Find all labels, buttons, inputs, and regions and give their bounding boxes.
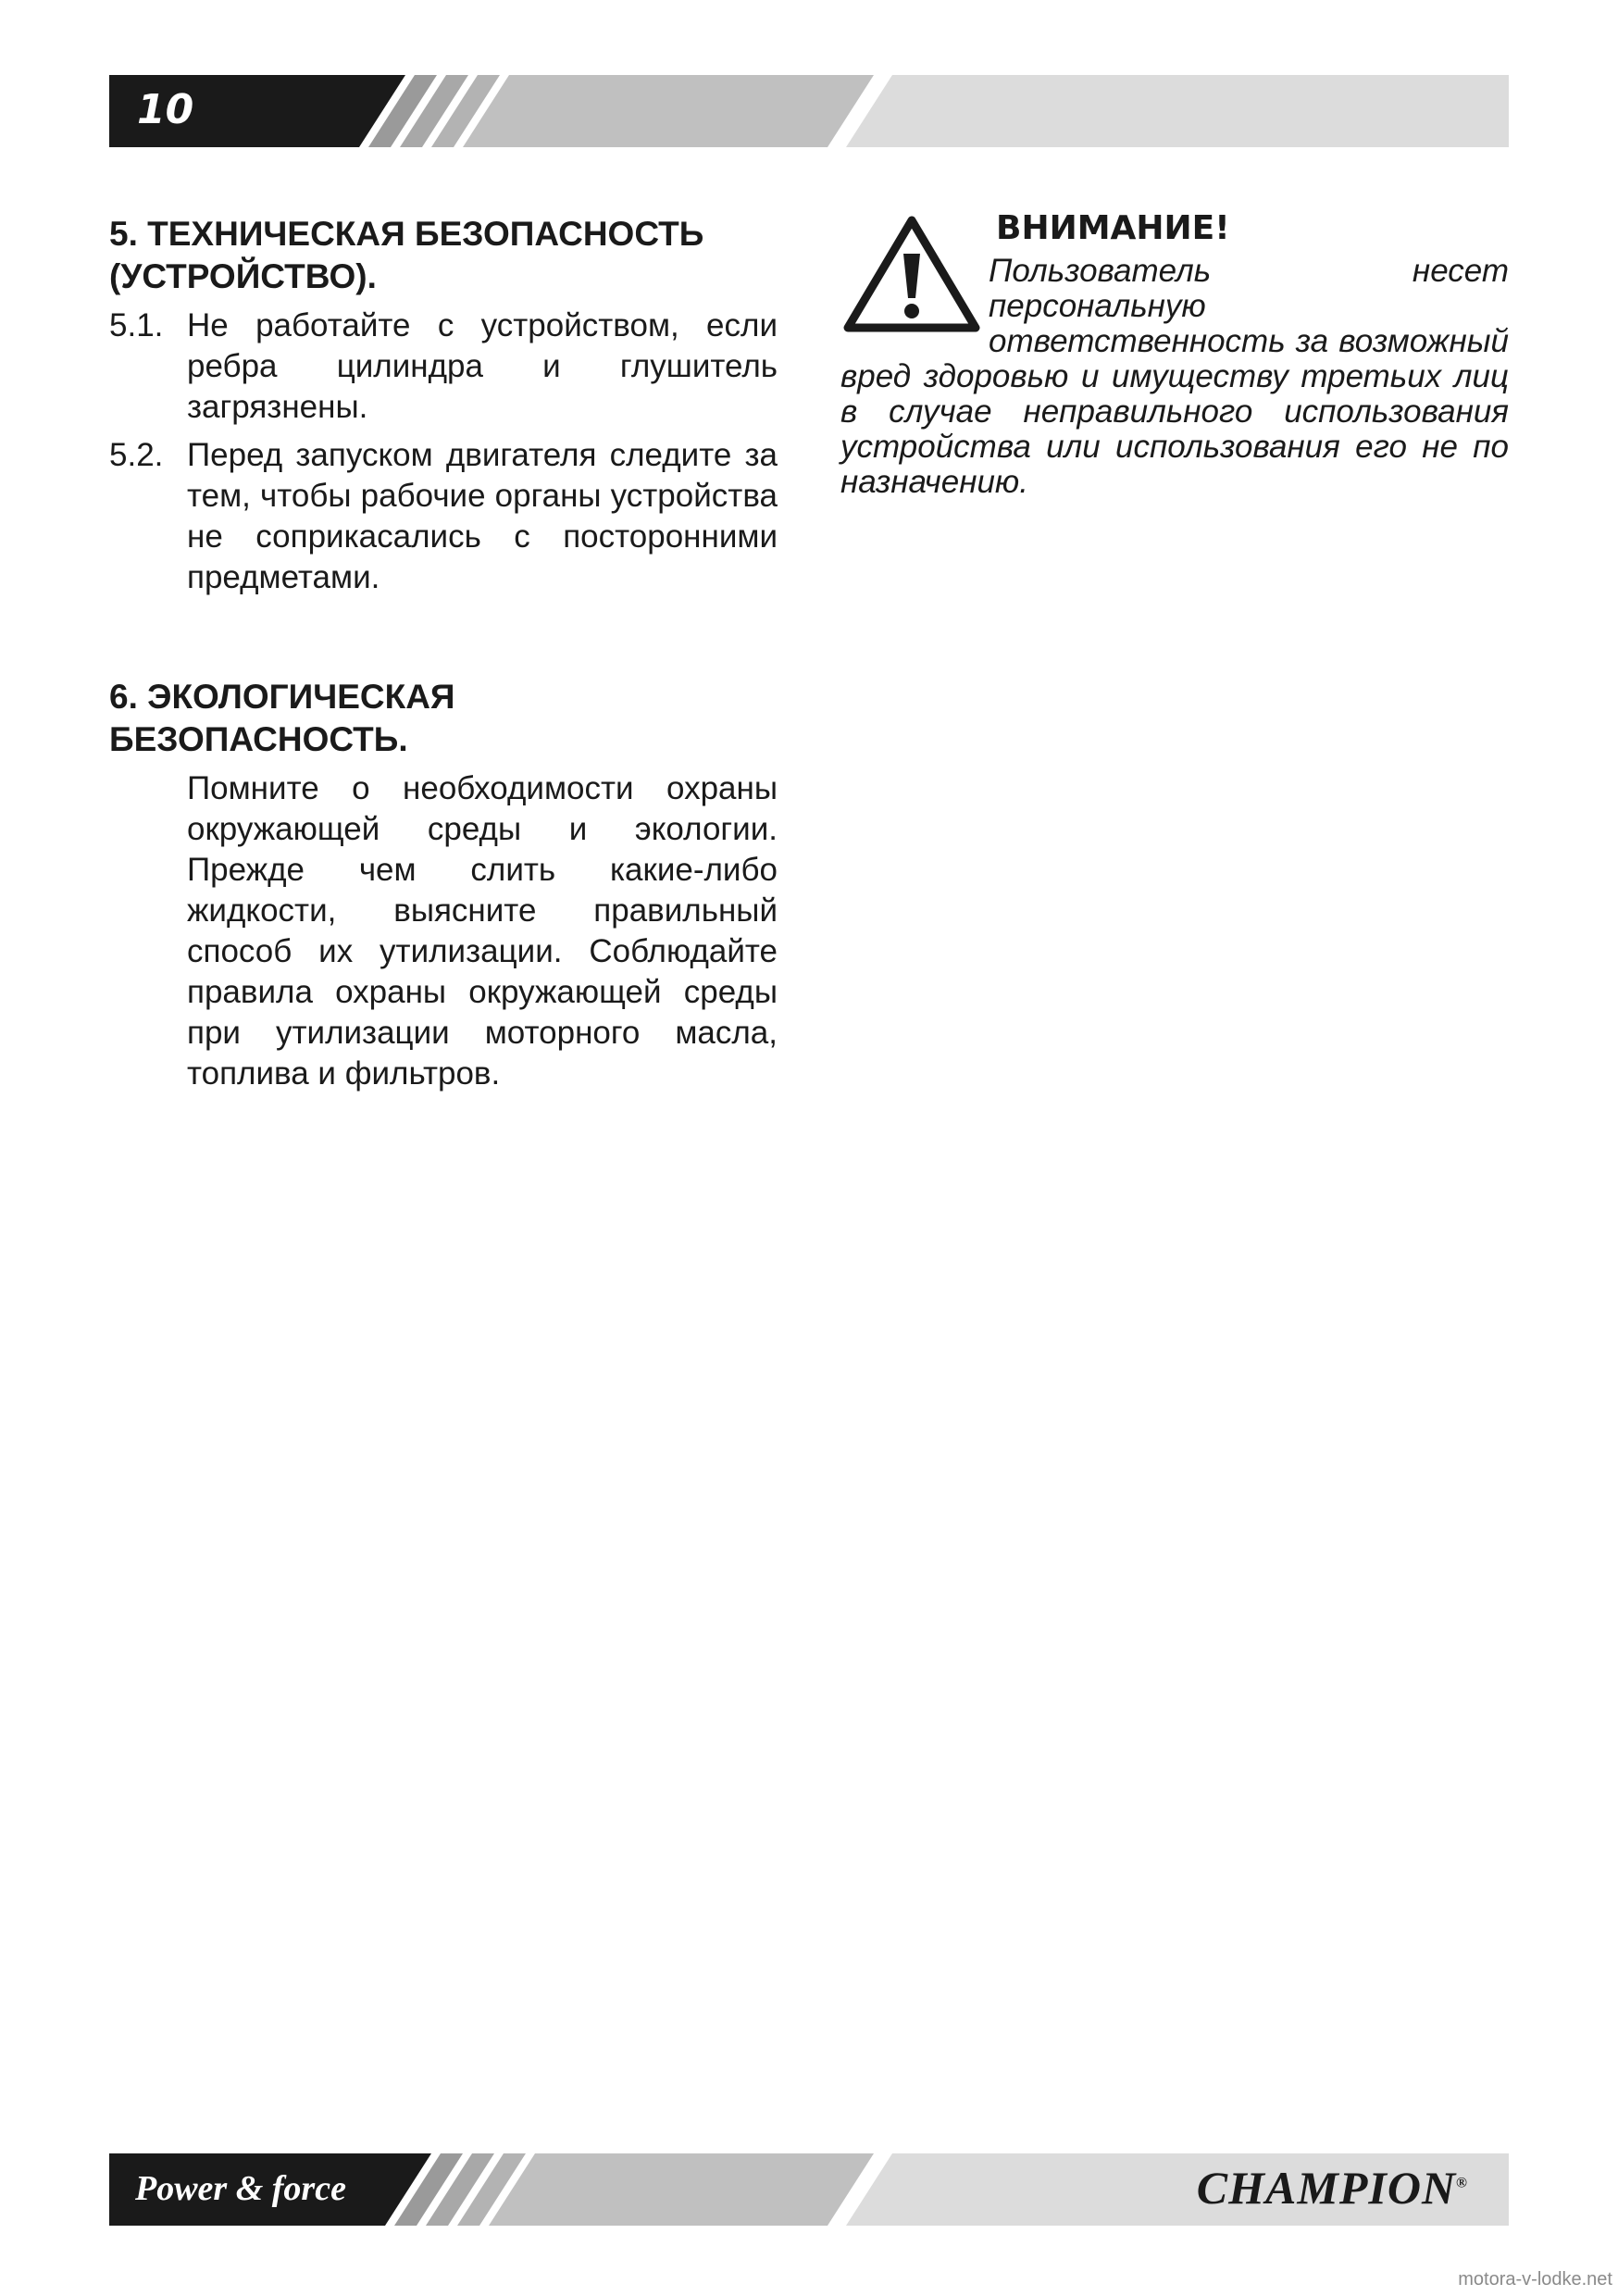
watermark: motora-v-lodke.net (1458, 2269, 1612, 2290)
list-item-text: Перед запуском двигателя следите за тем, чтобы рабочие органы устройства не соприкасались с посторонними предметами. (187, 437, 778, 595)
left-column (109, 213, 778, 1094)
page-footer-band (109, 2153, 1509, 2226)
page-header-band (109, 75, 1509, 147)
brand-slogan: Power & force (135, 2169, 346, 2208)
warning-text: Пользователь несет персональную ответственность за возможный вред здоровью и имуществу третьих лиц в случае неправильного использования устройства или использования его не по назначению. (840, 253, 1509, 500)
list-item (109, 306, 778, 428)
registered-mark: ® (1456, 2175, 1468, 2191)
warning-text-block (840, 254, 1509, 500)
champion-logo (1197, 2161, 1468, 2215)
list-item-number: 5.2. (109, 437, 164, 473)
logo-text: CHAMPION (1196, 2162, 1457, 2214)
section-5-title: 5. ТЕХНИЧЕСКАЯ БЕЗОПАСНОСТЬ (УСТРОЙСТВО). (109, 215, 704, 295)
list-item (109, 435, 778, 598)
section-6-text: Помните о необходимости охраны окружающей среды и экологии. Прежде чем слить какие-либо жидкости, выясните правильный способ их утилизации. Соблюдайте правила охраны окружающей среды при утилизации моторного масла, топлива и фильтров. (187, 770, 778, 1092)
list-item-text: Не работайте с устройством, если ребра цилиндра и глушитель загрязнены. (187, 307, 778, 425)
warning-title: ВНИМАНИЕ! (996, 209, 1230, 247)
section-6-title-line-2: БЕЗОПАСНОСТЬ. (109, 720, 408, 758)
page-number: 10 (137, 86, 194, 133)
header-stripes-graphic (109, 75, 1509, 147)
section-6-title (109, 676, 778, 761)
section-6-title-line-1: 6. ЭКОЛОГИЧЕСКАЯ (109, 678, 455, 716)
list-item-number: 5.1. (109, 307, 164, 343)
